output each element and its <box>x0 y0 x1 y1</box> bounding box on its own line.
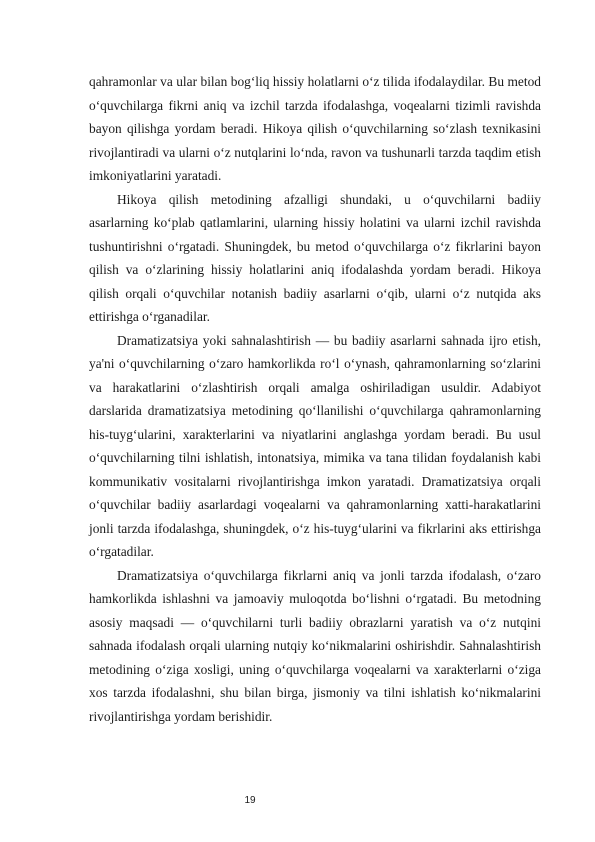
page-number: 19 <box>244 795 256 806</box>
paragraph-continuation: qahramonlar va ular bilan bog‘liq hissiy holatlarni o‘z tilida ifodalaydilar. Bu metod o‘quvchilarga fikrni aniq va izchil tarzda ifodalashga, voqealarni tizimli ravishda bayon qilishga yordam beradi. Hikoya qilish o‘quvchilarning so‘zlash texnikasini rivojlantiradi va ularni o‘z nutqlarini lo‘nda, ravon va tushunarli tarzda taqdim etish imkoniyatlarini yaratadi. <box>89 74 541 183</box>
paragraph-dramatization-goals: Dramatizatsiya o‘quvchilarga fikrlarni aniq va jonli tarzda ifodalash, o‘zaro hamkorlikda ishlashni va jamoaviy muloqotda bo‘lishni o‘rgatadi. Bu metodning asosiy maqsadi — o‘quvchilarni turli badiiy obrazlarni yaratish va o‘z nutqini sahnada ifodalash orqali ularning nutqiy ko‘nikmalarini oshirishdir. Sahnalashtirish metodining o‘ziga xosligi, uning o‘quvchilarga voqealarni va xarakterlarni o‘ziga xos tarzda ifodalashni, shu bilan birga, jismoniy va tilni ishlatish ko‘nikmalarini rivojlantirishga yordam berishidir. <box>89 567 541 724</box>
paragraph-storytelling-advantages: Hikoya qilish metodining afzalligi shundaki, u o‘quvchilarni badiiy asarlarning ko‘plab qatlamlarini, ularning hissiy holatini va ularni izchil ravishda tushuntirishni o‘rgatadi. Shuningdek, bu metod o‘quvchilarga o‘z fikrlarini bayon qilish va o‘zlarining hissiy holatlarini aniq ifodalashda yordam beradi. Hikoya qilish orqali o‘quvchilar notanish badiiy asarlarni o‘qib, ularni o‘z nutqida aks ettirishga o‘rganadilar. <box>89 191 541 324</box>
body-text <box>89 70 541 728</box>
paragraph-dramatization-definition: Dramatizatsiya yoki sahnalashtirish — bu badiiy asarlarni sahnada ijro etish, ya'ni o‘quvchilarning o‘zaro hamkorlikda ro‘l o‘ynash, qahramonlarning so‘zlarini va harakatlarini o‘zlashtirish orqali amalga oshiriladigan usuldir. Adabiyot darslarida dramatizatsiya metodining qo‘llanilishi o‘quvchilarga qahramonlarning his-tuyg‘ularini, xarakterlarini va niyatlarini anglashga yordam beradi. Bu usul o‘quvchilarning tilni ishlatish, intonatsiya, mimika va tana tilidan foydalanish kabi kommunikativ vositalarni rivojlantirishga imkon yaratadi. Dramatizatsiya orqali o‘quvchilar badiiy asarlardagi voqealarni va qahramonlarning xatti-harakatlarini jonli tarzda ifodalashga, shuningdek, o‘z his-tuyg‘ularini va fikrlarini aks ettirishga o‘rgatadilar. <box>89 332 541 559</box>
